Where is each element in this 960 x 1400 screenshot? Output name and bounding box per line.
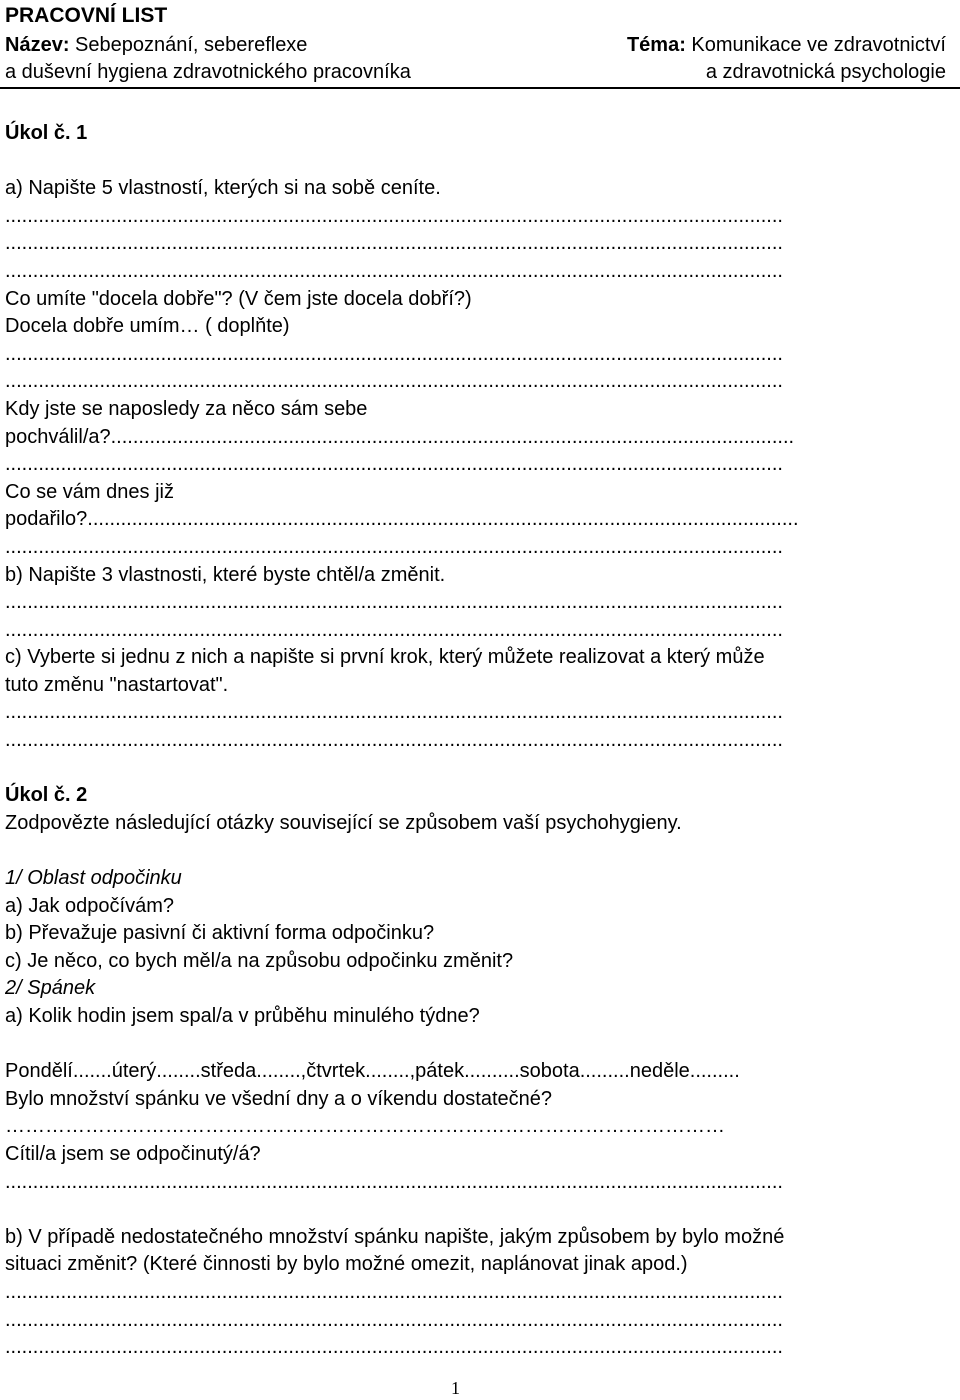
- nazev-line1: Sebepoznání, sebereflexe: [69, 34, 308, 56]
- rest-question-c: c) Je něco, co bych měl/a na způsobu odpočinku změnit?: [5, 949, 514, 972]
- header-topic-name: [5, 32, 411, 86]
- nazev-line2: a duševní hygiena zdravotnického pracovníka: [5, 61, 411, 83]
- task2-intro: Zodpovězte následující otázky související se způsobem vaší psychohygieny.: [5, 811, 682, 834]
- task1-question-umite: Co umíte "docela dobře"? (V čem jste docela dobří?): [5, 287, 472, 310]
- sleep-question-a: a) Kolik hodin jsem spal/a v průběhu minulého týdne?: [5, 1005, 480, 1027]
- worksheet-title: PRACOVNÍ LIST: [5, 4, 168, 27]
- header-divider: [0, 87, 960, 89]
- page-number: 1: [451, 1378, 460, 1398]
- answer-line: ............................................................................................................................................: [5, 729, 783, 752]
- section-rest: 1/ Oblast odpočinku: [5, 867, 182, 890]
- answer-line: ............................................................................................................................................: [5, 204, 783, 227]
- answer-line: ............................................................................................................................................: [5, 535, 783, 558]
- answer-line: ………………………………………………………………………………………………: [5, 1115, 725, 1138]
- task1-question-c-line1: c) Vyberte si jednu z nich a napište si první krok, který můžete realizovat a který může: [5, 646, 765, 669]
- answer-line: ............................................................................................................................................: [5, 342, 783, 365]
- answer-line: ............................................................................................................................................: [5, 1308, 783, 1331]
- tema-label: Téma:: [626, 34, 686, 56]
- sleep-question-mnozstvi: Bylo množství spánku ve všední dny a o víkendu dostatečné?: [5, 1087, 552, 1110]
- spacer: [5, 148, 953, 176]
- task1-heading: Úkol č. 1: [5, 122, 88, 144]
- answer-line: ............................................................................................................................................: [5, 618, 783, 641]
- nazev-label: Název:: [5, 34, 70, 56]
- task1-question-c-line2: tuto změnu "nastartovat".: [5, 673, 229, 696]
- answer-line: ............................................................................................................................................: [5, 591, 783, 614]
- answer-line: ............................................................................................................................................: [5, 259, 783, 282]
- task1-question-pochvalil: pochválil/a?...........................................................................................................................: [5, 425, 795, 448]
- worksheet-page: [5, 0, 953, 1400]
- sleep-question-b-line1: b) V případě nedostatečného množství spánku napište, jakým způsobem by bylo možné: [5, 1225, 785, 1248]
- spacer: [5, 837, 953, 865]
- task1-question-docela: Docela dobře umím… ( doplňte): [5, 315, 290, 338]
- spacer: [5, 1031, 953, 1059]
- tema-line1: Komunikace ve zdravotnictví: [685, 34, 946, 56]
- answer-line: ............................................................................................................................................: [5, 701, 783, 724]
- task1-question-b: b) Napište 3 vlastnosti, které byste chtěl/a změnit.: [5, 563, 446, 586]
- task2-heading: Úkol č. 2: [5, 784, 88, 807]
- sleep-question-b-line2: situaci změnit? (Které činnosti by bylo možné omezit, naplánovat jinak apod.): [5, 1253, 688, 1276]
- answer-line: ............................................................................................................................................: [5, 1336, 783, 1359]
- worksheet-body: [5, 120, 953, 1362]
- answer-line: ............................................................................................................................................: [5, 1170, 783, 1193]
- sleep-question-citil: Cítil/a jsem se odpočinutý/á?: [5, 1142, 261, 1165]
- task1-question-a: a) Napište 5 vlastností, kterých si na sobě ceníte.: [5, 177, 441, 200]
- tema-line2: a zdravotnická psychologie: [705, 61, 946, 83]
- answer-line: ............................................................................................................................................: [5, 370, 783, 393]
- sleep-days-line: Pondělí.......úterý........středa........,čtvrtek........,pátek..........sobota.........neděle.........: [5, 1060, 740, 1083]
- section-sleep: 2/ Spánek: [5, 977, 96, 1000]
- task1-question-podarilo: podařilo?................................................................................................................................: [5, 508, 799, 531]
- spacer: [5, 1196, 953, 1224]
- spacer: [5, 755, 953, 783]
- answer-line: ............................................................................................................................................: [5, 1280, 783, 1303]
- header-theme: [627, 32, 946, 86]
- rest-question-b: b) Převažuje pasivní či aktivní forma odpočinku?: [5, 922, 435, 945]
- answer-line: ............................................................................................................................................: [5, 232, 783, 255]
- rest-question-a: a) Jak odpočívám?: [5, 894, 174, 917]
- task1-question-kdy: Kdy jste se naposledy za něco sám sebe: [5, 397, 368, 420]
- task1-question-co-se: Co se vám dnes již: [5, 480, 174, 503]
- answer-line: ............................................................................................................................................: [5, 453, 783, 476]
